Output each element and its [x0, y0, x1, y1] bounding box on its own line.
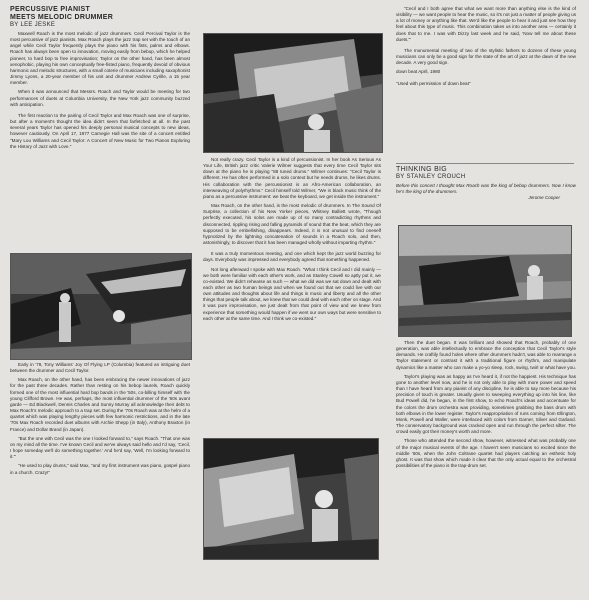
photo-concert-hall: [398, 225, 572, 337]
paragraph: Max Roach, on the other hand, is the most melodic of drummers. In The Sound Of Surprise, a collection of his New Yorker pieces, Whitney Balliett wrote, "Though perfectly executed, his solos are made up of so many contradicting rhythms and disconnected, rippling rising and falling pyramids of sound that the beat, which they are supposed to be embellishing, disappears. Indeed, it is not unusual to find oneself hypnotized by the lightning concatenation of sounds in a Roach solo, and then, astonishingly, to discover that it has been managed wholly without imparting rhythm.": [203, 203, 381, 246]
epigraph: Before this concert I thought Max Roach was the king of bebop drummers. Now I know he's the king of the drummers.: [396, 183, 576, 195]
paragraph: "But the one with Cecil was the one I looked forward to," says Roach. "That one was on my mind all the time. I've known Cecil and we've always said hello and I'd say, 'Cecil, I hope someday we'll do something together.' And he'd say, 'Well, I'm looking forward to it.'": [10, 435, 190, 460]
title-line-1: PERCUSSIVE PIANIST: [10, 6, 91, 13]
paragraph: Those who attended the second show, however, witnessed what was probably one of the major musical events of the age. I haven't seen musicians so excited since the middle '60s, when the John Coltrane quartet had players catching an esthetic holy ghost. It was that show which made it clear that the only actual equal to the orchestral possibilities of the piano is the trap-drum set.: [396, 438, 576, 468]
paragraph: Early in '79, Tony Williams' Joy Of Flying LP (Columbia) featured an intriguing duet between the drummer and Cecil Taylor.: [10, 362, 190, 374]
dateline: down beat April, 1980: [396, 69, 441, 75]
title-line-2: MEETS MELODIC DRUMMER: [10, 14, 114, 21]
paragraph: The first reaction to the pairing of Cecil Taylor and Max Roach was one of surprise, but after a moment's thought the idea didn't seem that farfetched at all. In the past several years Taylor has opened his deeply personal musical concepts to new ideas, however cautiously. On April 17, 1977 Carnegie Hall was the site of a concert entitled "Mary Lou Williams and Cecil Taylor: A Concert of New Music for Two Pianos Exploring the History of Jazz with Love.": [10, 112, 190, 149]
paragraph: Maxwell Roach is the most melodic of jazz drummers. Cecil Percival Taylor is the most percussive of jazz pianists. Max Roach plays the jazz trap set with the touch of an angel while Cecil Taylor frequently plays the piano with his fists, palms and elbows. Roach has always been open to innovation, moving easily from bebop, which he helped pioneer, to hard bop to free improvisation; Taylor on the other hand, has been almost xenophobic, playing his own conceptually free-fisted piano, frequently devoid of obvious harmonic and melodic structures, with a small coterie of musicians including saxophonist Jimmy Lyons, a 20-year member of his unit and drummer Andrew Cyrille, a 15 year member.: [10, 31, 190, 86]
photo-cecil-taylor-at-piano: [203, 33, 383, 153]
paragraph: "He used to play drums," said Max, "and my first instrument was piano, gospel piano in a church. Crazy!": [10, 463, 190, 475]
byline: BY STANLEY CROUCH: [396, 174, 466, 180]
paragraph: It was a truly momentous meeting, and one which kept the jazz world buzzing for days. Everybody was impressed and everybody agreed that something happened.: [203, 251, 381, 263]
paragraph: Max Roach, on the other hand, has been embracing the newer innovations of jazz for the past three decades. Rather than resting on his bebop laurels, Roach quickly formed one of the most influential hard bop bands in the '50s, co-billing himself with the young Clifford Brown. He was, perhaps, the most influential drummer of the '60s avant garde — Ed Blackwell, Dennis Charles and Sunny Murray all acknowledge their debt to Max Roach's melodic approach to a trap set. During the '70s Roach was at the helm of a quartet which was playing lengthy pieces with few harmonic restrictions, and in the late '70s Max Roach recorded duet albums with Archie Shepp (in Italy), Anthony Braxton (in France) and Dollar Brand (in Japan).: [10, 377, 190, 432]
paragraph: Not really crazy. Cecil Taylor is a kind of percussionist. In her book As Serious As Your Life, British jazz critic Valerie Wilmer suggests that every time Cecil Taylor sits down at the piano he is playing "88 tuned drums." Wilmer continues: "Cecil Taylor is different. He has often performed in a solo context but he needs drums, he likes drums. His collaboration with the percussionist is an Afro-American collaboration, an interweaving of polyrhythms." Cecil himself told Wilmer, "We in black music think of the piano as a percussive instrument: we beat the keyboard, we get inside the instrument.": [203, 157, 381, 199]
paragraph: Then the duet began. It was brilliant and showed that Roach, probably of one generation, was able intellectually to embrace the conception that Cecil Taylor's style demands. He craftily found holes where other drummers hadn't, was able to rearrange a Taylor statement or contrast it with a traditional figure or rhythm, and manipulate dynamics like a master who can make a yo-yo sleep, rock, swing, twirl or what have you.: [396, 340, 576, 370]
paragraph: Taylor's playing was as happy as I've heard it, if not the happiest. His technique has gone to another level now, and he is not only able to play with more power and speed than I have heard from any pianist of any discipline, he is able to say more because his precision of touch is greater. Usually given to sweeping everything up into his line, like Bud Powell did, he began, in the first show, to echo Roach's ideas and accentuate for the colors the drum orchestra was providing, sometimes grabbing the bass drum with both elbows in the lower register. Taylor's reappropriation of runs coming from Ellington, Monk, Powell and Waller, were interlaced with colors from Garner, Silver and Garland. The conservatory background was cracked open and run through the perfect sifter. The crowd easily got their money's worth and more.: [396, 373, 576, 435]
paragraph: Not long afterward I spoke with Max Roach. "What I think Cecil and I did mainly — we both were familiar with each other's work, and as Stanley Cowell so aptly put it, we co-existed. We didn't rehearse as such — what we did was we sat down and dealt with each other as two human beings and when we found out that we could live with our own attitudes and thoughts about life and things in music and liberty and all the other things that people talk about, we knew that we could deal with each other on stage. And it was pure improvisation, we just dealt from that point of view and we knew from experience that something would happen if we went our own ways but were sensitive to each other at the same time. And I think we co-existed.": [203, 266, 381, 321]
photo-taylor-closeup: [203, 438, 379, 560]
column-3-bottom: [396, 340, 576, 598]
byline: BY LEE JESKE: [10, 22, 56, 28]
permission-note: "Used with permission of down beat": [396, 80, 471, 86]
quote-paragraph: "Cecil and I both agree that what we want more than anything else is the kind of visibility — we want people to hear the music, so it's not just a matter of people giving us a lot of money or anything like that. We'd like the people to hear it and just see how they feel about this type of music. This combination takes us into another area — certainly it does that to me. I was with Dizzy last week and he said, 'Now tell me about these duets.'": [396, 6, 576, 42]
photo-pianist-and-drummer: [10, 253, 192, 360]
paragraph: When it was announced that Messrs. Roach and Taylor would be meeting for two performances of duets at Columbia University, the New York jazz community buzzed with anticipation.: [10, 89, 190, 107]
column-2-text: [203, 157, 381, 437]
column-3-top: [396, 6, 576, 146]
section-divider: [396, 163, 574, 164]
article-title: [10, 6, 190, 22]
column-1-top: [10, 6, 190, 252]
paragraph: The monumental meeting of two of the stylistic fathers to dozens of these young musicians can only be a good sign for the state of the art of jazz at the dawn of the new decade. A very good sign.: [396, 47, 576, 66]
article-2-header: [396, 166, 576, 222]
article-title: THINKING BIG: [396, 166, 448, 173]
column-1-bottom: [10, 362, 190, 598]
epigraph-attribution: Jerome Cooper: [528, 195, 560, 201]
